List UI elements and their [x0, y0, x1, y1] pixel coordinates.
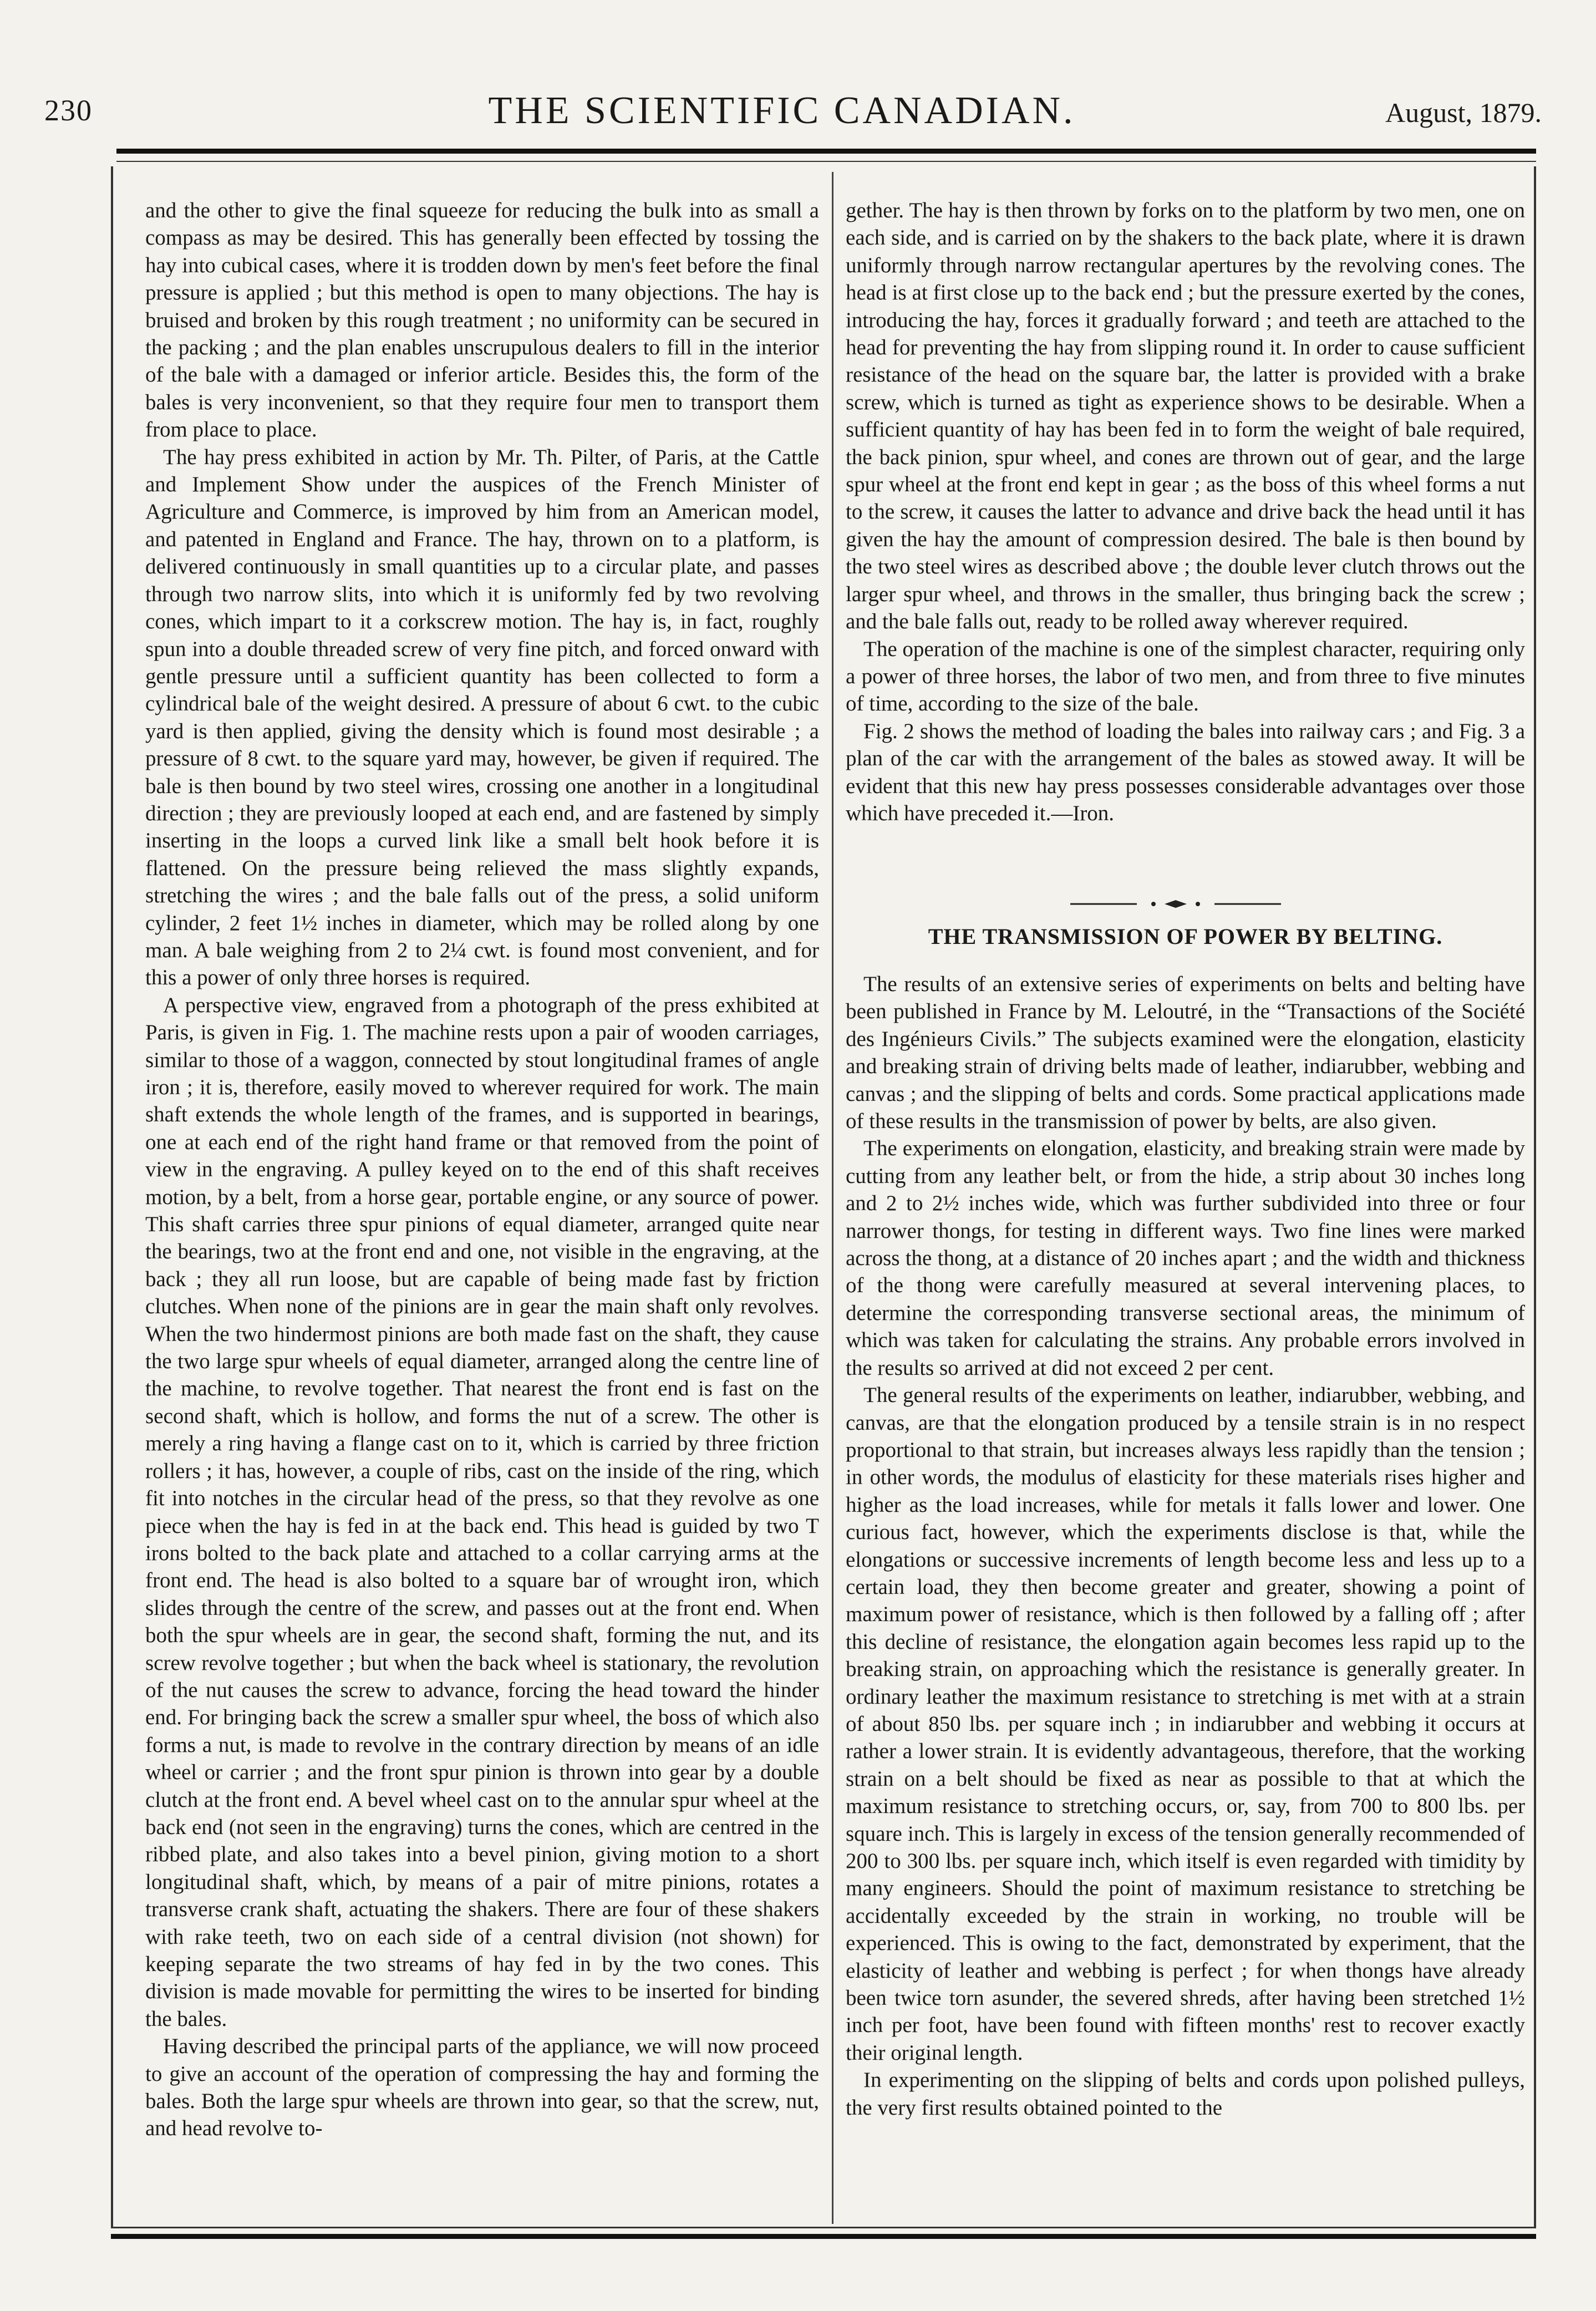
paragraph: A perspective view, engraved from a photograph of the press exhibited at Paris, is given in Fig. 1. The machine rests upon a pair of wooden carriages, similar to those of a waggon, connected by stout longitudinal frames of angle iron ; it is, therefore, easily moved to wherever required for work. The main shaft extends the whole length of the frames, and is supported in bearings, one at each end of the right hand frame or that removed from the point of view in the engraving. A pulley keyed on to the end of this shaft receives motion, by a belt, from a horse gear, portable engine, or any source of power. This shaft carries three spur pinions of equal diameter, arranged quite near the bearings, two at the front end and one, not visible in the engraving, at the back ; they all run loose, but are capable of being made fast by friction clutches. When none of the pinions are in gear the main shaft only revolves. When the two hindermost pinions are both made fast on the shaft, they cause the two large spur wheels of equal diameter, arranged along the centre line of the machine, to revolve together. That nearest the front end is fast on the second shaft, which is hollow, and forms the nut of a screw. The other is merely a ring having a flange cast on to it, which is carried by three friction rollers ; it has, however, a couple of ribs, cast on the inside of the ring, which fit into notches in the circular head of the press, so that they revolve as one piece when the hay is fed in at the back end. This head is guided by two T irons bolted to the back plate and attached to a collar carrying arms at the front end. The head is also bolted to a square bar of wrought iron, which slides through the centre of the screw, and passes out at the front end. When both the spur wheels are in gear, the second shaft, forming the nut, and its screw revolve together ; but when the back wheel is stationary, the revolution of the nut causes the screw to advance, forcing the head toward the hinder end. For bringing back the screw a smaller spur wheel, the boss of which also forms a nut, is made to revolve in the contrary direction by means of an idle wheel or carrier ; and the front spur pinion is thrown into gear by a double clutch at the front end. A bevel wheel cast on to the annular spur wheel at the back end (not seen in the engraving) turns the cones, which are centred in the ribbed plate, and also takes into a bevel pinion, giving motion to a short longitudinal shaft, which, by means of a pair of mitre pinions, rotates a transverse crank shaft, actuating the shakers. There are four of these shakers with rake teeth, two on each side of a central division (not shown) for keeping separate the two streams of hay fed in by the two cones. This division is made movable for permitting the wires to be inserted for binding the bales.	[145, 993, 819, 2031]
paragraph: and the other to give the final squeeze for reducing the bulk into as small a compass as may be desired. This has generally been effected by tossing the hay into cubical cases, where it is trodden down by men's feet before the final pressure is applied ; but this method is open to many objections. The hay is bruised and broken by this rough treatment ; no uniformity can be secured in the packing ; and the plan enables unscrupulous dealers to fill in the interior of the bale with a damaged or inferior article. Besides this, the form of the bales is very inconvenient, so that they require four men to transport them from place to place.	[145, 199, 819, 442]
left-column	[145, 197, 819, 2142]
footer-rule	[111, 2234, 1536, 2239]
right-column-article	[846, 971, 1525, 2121]
section-ornament	[1070, 898, 1281, 910]
footer-rule-thin	[111, 2227, 1536, 2228]
journal-title: THE SCIENTIFIC CANADIAN.	[488, 89, 1076, 132]
paragraph: The operation of the machine is one of the simplest character, requiring only a power of three horses, the labor of two men, and from three to five minutes of time, according to the size of the bale.	[846, 637, 1525, 716]
paragraph: The experiments on elongation, elasticity, and breaking strain were made by cutting from any leather belt, or from the hide, a strip about 30 inches long and 2 to 2½ inches wide, which was further subdivided into three or four narrower thongs, for testing in different ways. Two fine lines were marked across the thong, at a distance of 20 inches apart ; and the width and thickness of the thong were carefully measured at several intervening places, to determine the corresponding transverse sectional areas, the minimum of which was taken for calculating the strains. Any probable errors involved in the results so arrived at did not exceed 2 per cent.	[846, 1136, 1525, 1380]
section-heading: THE TRANSMISSION OF POWER BY BELTING.	[928, 924, 1443, 949]
paragraph: Fig. 2 shows the method of loading the bales into railway cars ; and Fig. 3 a plan of the car with the arrangement of the bales as stowed away. It will be evident that this new hay press possesses considerable advantages over those which have preceded it.—Iron.	[846, 719, 1525, 825]
paragraph: gether. The hay is then thrown by forks on to the platform by two men, one on each side, and is carried on by the shakers to the back plate, where it is drawn uniformly through narrow rectangular apertures by the revolving cones. The head is at first close up to the back end ; but the pressure exerted by the cones, introducing the hay, forces it gradually forward ; and teeth are attached to the head for preventing the hay from slipping round it. In order to cause sufficient resistance of the head on the square bar, the latter is provided with a brake screw, which is turned as tight as experience shows to be desirable. When a sufficient quantity of hay has been fed in to form the weight of bale required, the back pinion, spur wheel, and cones are thrown out of gear, and the large spur wheel at the front end kept in gear ; as the boss of this wheel forms a nut to the screw, it causes the latter to advance and drive back the head until it has given the hay the amount of compression desired. The bale is then bound by the two steel wires as described above ; the double lever clutch throws out the larger spur wheel, and throws in the smaller, thus bringing back the screw ; and the bale falls out, ready to be rolled away wherever required.	[846, 199, 1525, 634]
paragraph: The general results of the experiments on leather, indiarubber, webbing, and canvas, are that the elongation produced by a tensile strain is in no respect proportional to that strain, but increases always less rapidly than the tension ; in other words, the modulus of elasticity for these materials rises higher and higher as the load increases, while for metals it falls lower and lower. One curious fact, however, which the experiments disclose is that, while the elongations or successive increments of length become less and less up to a certain load, they then become greater and greater, showing a point of maximum power of resistance, which is then followed by a falling off ; after this decline of resistance, the elongation again becomes less rapid up to the breaking strain, on approaching which the resistance is generally greater. In ordinary leather the maximum resistance to stretching is met with at a strain of about 850 lbs. per square inch ; in indiarubber and webbing it occurs at rather a lower strain. It is evidently advantageous, therefore, that the working strain on a belt should be fixed as near as possible to that at which the maximum resistance to stretching occurs, or, say, from 700 to 800 lbs. per square inch. This is largely in excess of the tension generally recommended of 200 to 300 lbs. per square inch, which itself is even regarded with timidity by many engineers. Should the point of maximum resistance to stretching be accidentally exceeded by the strain in working, no trouble will be experienced. This is owing to the fact, demonstrated by experiment, that the elasticity of leather and webbing is perfect ; for when thongs have already been twice torn asunder, the severed shreds, after having been stretched 1½ inch per foot, have been found with fifteen months' rest to recover exactly their original length.	[846, 1383, 1525, 2065]
paragraph: The hay press exhibited in action by Mr. Th. Pilter, of Paris, at the Cattle and Implement Show under the auspices of the French Minister of Agriculture and Commerce, is improved by him from an American model, and patented in England and France. The hay, thrown on to a platform, is delivered continuously in small quantities up to a circular plate, and passes through two narrow slits, into which it is uniformly fed by two revolving cones, which impart to it a corkscrew motion. The hay is, in fact, roughly spun into a double threaded screw of very fine pitch, and forced onward with gentle pressure until a sufficient quantity has been collected to form a cylindrical bale of the weight desired. A pressure of about 6 cwt. to the cubic yard is then applied, giving the density which is found most desirable ; a pressure of 8 cwt. to the square yard may, however, be given if required. The bale is then bound by two steel wires, crossing one another in a longitudinal direction ; they are previously looped at each end, and are fastened by simply inserting in the loops a curved link like a small belt hook before it is flattened. On the pressure being relieved the mass slightly expands, stretching the wires ; and the bale falls out of the press, a solid uniform cylinder, 2 feet 1½ inches in diameter, which may be rolled along by one man. A bale weighing from 2 to 2¼ cwt. is found most convenient, and for this a power of only three horses is required.	[145, 445, 819, 990]
column-divider	[832, 172, 833, 2224]
header-rule-thin	[116, 161, 1536, 162]
issue-date: August, 1879.	[1385, 97, 1542, 128]
right-column-top	[846, 197, 1525, 827]
page-number: 230	[44, 94, 93, 127]
page-header	[22, 89, 1542, 139]
paragraph: In experimenting on the slipping of belts and cords upon polished pulleys, the very first results obtained pointed to the	[846, 2068, 1525, 2120]
paragraph: Having described the principal parts of the appliance, we will now proceed to give an account of the operation of compressing the hay and forming the bales. Both the large spur wheels are thrown into gear, so that the screw, nut, and head revolve to-	[145, 2034, 819, 2141]
paragraph: The results of an extensive series of experiments on belts and belting have been published in France by M. Leloutré, in the “Transactions of the Société des Ingénieurs Civils.” The subjects examined were the elongation, elasticity and breaking strain of driving belts made of leather, indiarubber, webbing and canvas ; and the slipping of belts and cords. Some practical applications made of these results in the transmission of power by belts, are also given.	[846, 972, 1525, 1134]
header-rule	[116, 149, 1536, 154]
